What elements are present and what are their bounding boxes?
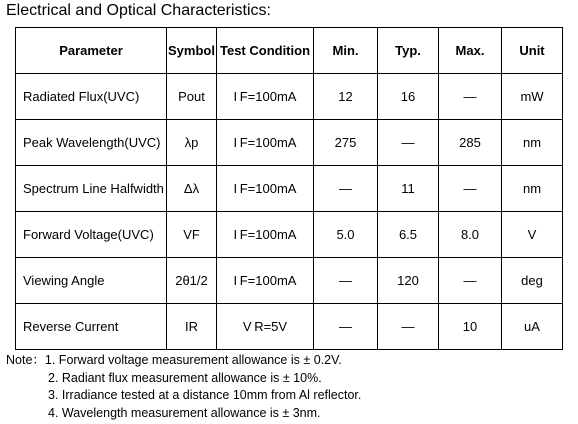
document-title: Electrical and Optical Characteristics: xyxy=(6,2,271,19)
cell-min: 5.0 xyxy=(314,212,378,258)
note-text: 1. Forward voltage measurement allowance is ± 0.2V. xyxy=(44,353,342,367)
header-max: Max. xyxy=(439,28,502,74)
cell-typ: 16 xyxy=(378,74,439,120)
cell-unit: mW xyxy=(502,74,563,120)
header-min: Min. xyxy=(314,28,378,74)
header-row xyxy=(16,28,563,74)
cell-max: — xyxy=(439,166,502,212)
cell-typ: — xyxy=(378,120,439,166)
note-item xyxy=(6,352,361,370)
cell-min: — xyxy=(314,304,378,350)
cell-condition: I F=100mA xyxy=(217,74,314,120)
table-row xyxy=(16,258,563,304)
note-item: 4. Wavelength measurement allowance is ± 3nm. xyxy=(48,405,321,420)
cell-typ: 6.5 xyxy=(378,212,439,258)
table-row xyxy=(16,166,563,212)
cell-max: — xyxy=(439,258,502,304)
cell-typ: 120 xyxy=(378,258,439,304)
table-row xyxy=(16,212,563,258)
header-parameter: Parameter xyxy=(16,28,167,74)
cell-unit: V xyxy=(502,212,563,258)
cell-parameter: Spectrum Line Halfwidth xyxy=(16,166,167,212)
cell-max: 285 xyxy=(439,120,502,166)
characteristics-table xyxy=(15,27,563,350)
note-item: 3. Irradiance tested at a distance 10mm from Al reflector. xyxy=(48,388,362,402)
cell-unit: nm xyxy=(502,120,563,166)
cell-symbol: VF xyxy=(167,212,217,258)
cell-parameter: Viewing Angle xyxy=(16,258,167,304)
cell-max: 10 xyxy=(439,304,502,350)
table-row xyxy=(16,304,563,350)
cell-min: — xyxy=(314,166,378,212)
cell-max: — xyxy=(439,74,502,120)
cell-condition: I F=100mA xyxy=(217,258,314,304)
cell-min: 12 xyxy=(314,74,378,120)
notes-section xyxy=(6,352,361,422)
header-symbol: Symbol xyxy=(167,28,217,74)
cell-unit: deg xyxy=(502,258,563,304)
cell-unit: nm xyxy=(502,166,563,212)
header-typ: Typ. xyxy=(378,28,439,74)
cell-condition: I F=100mA xyxy=(217,212,314,258)
cell-symbol: 2θ1/2 xyxy=(167,258,217,304)
header-unit: Unit xyxy=(502,28,563,74)
cell-typ: 11 xyxy=(378,166,439,212)
cell-symbol: Pout xyxy=(167,74,217,120)
header-test-condition: Test Condition xyxy=(217,28,314,74)
notes-label: Note： xyxy=(6,353,45,367)
cell-condition: I F=100mA xyxy=(217,120,314,166)
cell-symbol: Δλ xyxy=(167,166,217,212)
cell-parameter: Reverse Current xyxy=(16,304,167,350)
table-row xyxy=(16,120,563,166)
note-item: 2. Radiant flux measurement allowance is ± 10%. xyxy=(48,370,322,385)
cell-max: 8.0 xyxy=(439,212,502,258)
cell-symbol: IR xyxy=(167,304,217,350)
table-row xyxy=(16,74,563,120)
cell-parameter: Peak Wavelength(UVC) xyxy=(16,120,167,166)
cell-typ: — xyxy=(378,304,439,350)
cell-symbol: λp xyxy=(167,120,217,166)
cell-min: — xyxy=(314,258,378,304)
cell-unit: uA xyxy=(502,304,563,350)
cell-condition: V R=5V xyxy=(217,304,314,350)
cell-parameter: Radiated Flux(UVC) xyxy=(16,74,167,120)
cell-condition: I F=100mA xyxy=(217,166,314,212)
cell-parameter: Forward Voltage(UVC) xyxy=(16,212,167,258)
cell-min: 275 xyxy=(314,120,378,166)
